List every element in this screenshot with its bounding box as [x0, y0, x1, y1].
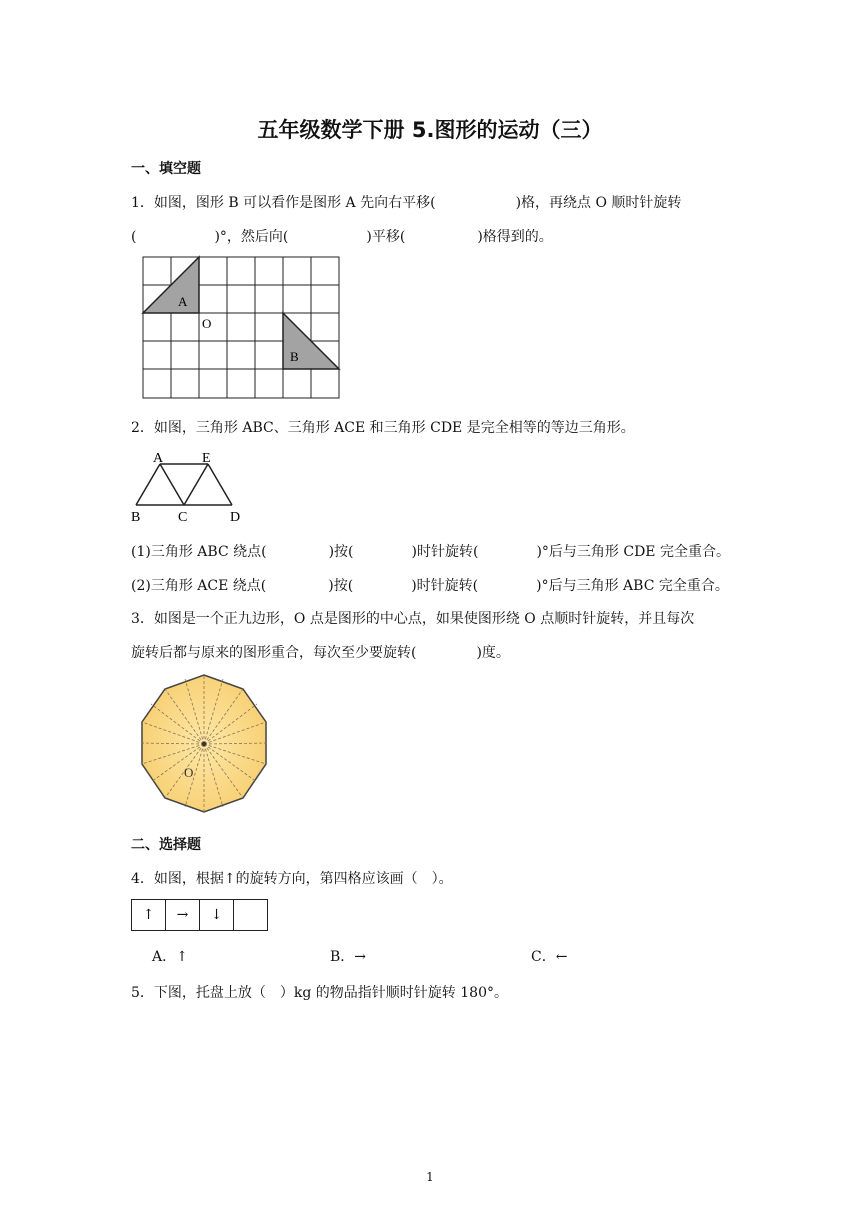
label-o: O	[184, 765, 194, 780]
q2-sub2	[131, 575, 729, 595]
q2-sub2-text-d: )°后与三角形 ABC 完全重合。	[536, 578, 729, 594]
q1-line2	[131, 226, 553, 246]
q3-line1: 3．如图是一个正九边形，O 点是图形的中心点，如果使图形绕 O 点顺时针旋转，并且每次	[131, 611, 695, 627]
q2-sub1-text-b: )按(	[328, 544, 354, 560]
q3-line2-text-b: )度。	[476, 645, 510, 661]
q4-option-c[interactable]: C．←	[531, 949, 568, 965]
label-b: B	[290, 349, 299, 364]
q3-line2-text-a: 旋转后都与原来的图形重合，每次至少要旋转(	[131, 645, 417, 661]
label-a: A	[178, 294, 188, 309]
label-c: C	[178, 510, 188, 524]
q1-grid-figure	[140, 255, 344, 401]
q1-line2-text-a: (	[131, 229, 137, 245]
q2-sub1-text-a: (1)三角形 ABC 绕点(	[131, 544, 267, 560]
q1-line2-text-d: )格得到的。	[477, 229, 553, 245]
answer-cell[interactable]	[234, 900, 267, 930]
q2-sub1-text-d: )°后与三角形 CDE 完全重合。	[536, 544, 730, 560]
q4-option-b[interactable]: B．→	[330, 949, 367, 965]
label-a: A	[153, 451, 164, 466]
arrow-down-icon: ↓	[200, 900, 234, 930]
section-heading-fill: 一、填空题	[131, 161, 201, 177]
q1-line1-text-a: 1．如图，图形 B 可以看作是图形 A 先向右平移(	[131, 195, 436, 211]
label-o: O	[202, 316, 212, 331]
q1-line1	[131, 192, 681, 212]
q2-sub1	[131, 541, 730, 561]
center-point	[202, 742, 206, 746]
q1-line1-text-b: )格，再绕点 O 顺时针旋转	[515, 195, 682, 211]
q4-line: 4．如图，根据↑的旋转方向，第四格应该画（ ）。	[131, 871, 453, 887]
q5-line: 5．下图，托盘上放（ ）kg 的物品指针顺时针旋转 180°。	[131, 985, 508, 1001]
page-number: 1	[426, 1170, 434, 1184]
arrow-right-icon: →	[166, 900, 200, 930]
q4-arrow-boxes	[131, 899, 268, 931]
label-e: E	[202, 451, 211, 466]
q4-option-a[interactable]: A．↑	[152, 949, 188, 965]
q2-sub2-text-b: )按(	[328, 578, 354, 594]
q2-sub2-text-a: (2)三角形 ACE 绕点(	[131, 578, 267, 594]
q2-sub2-text-c: )时针旋转(	[411, 578, 479, 594]
q1-grid-lines	[143, 257, 339, 398]
q3-line2	[131, 642, 510, 662]
q3-nonagon-figure	[128, 672, 280, 818]
label-b: B	[131, 510, 141, 524]
arrow-up-icon: ↑	[132, 900, 166, 930]
q1-line2-text-b: )°，然后向(	[214, 229, 289, 245]
label-d: D	[230, 510, 241, 524]
q1-line2-text-c: )平移(	[366, 229, 406, 245]
section-heading-choice: 二、选择题	[131, 837, 201, 853]
q2-line: 2．如图，三角形 ABC、三角形 ACE 和三角形 CDE 是完全相等的等边三角形。	[131, 420, 635, 436]
page-title: 五年级数学下册 5.图形的运动（三）	[257, 118, 603, 142]
q2-triangle-figure	[128, 448, 248, 524]
q2-sub1-text-c: )时针旋转(	[411, 544, 479, 560]
